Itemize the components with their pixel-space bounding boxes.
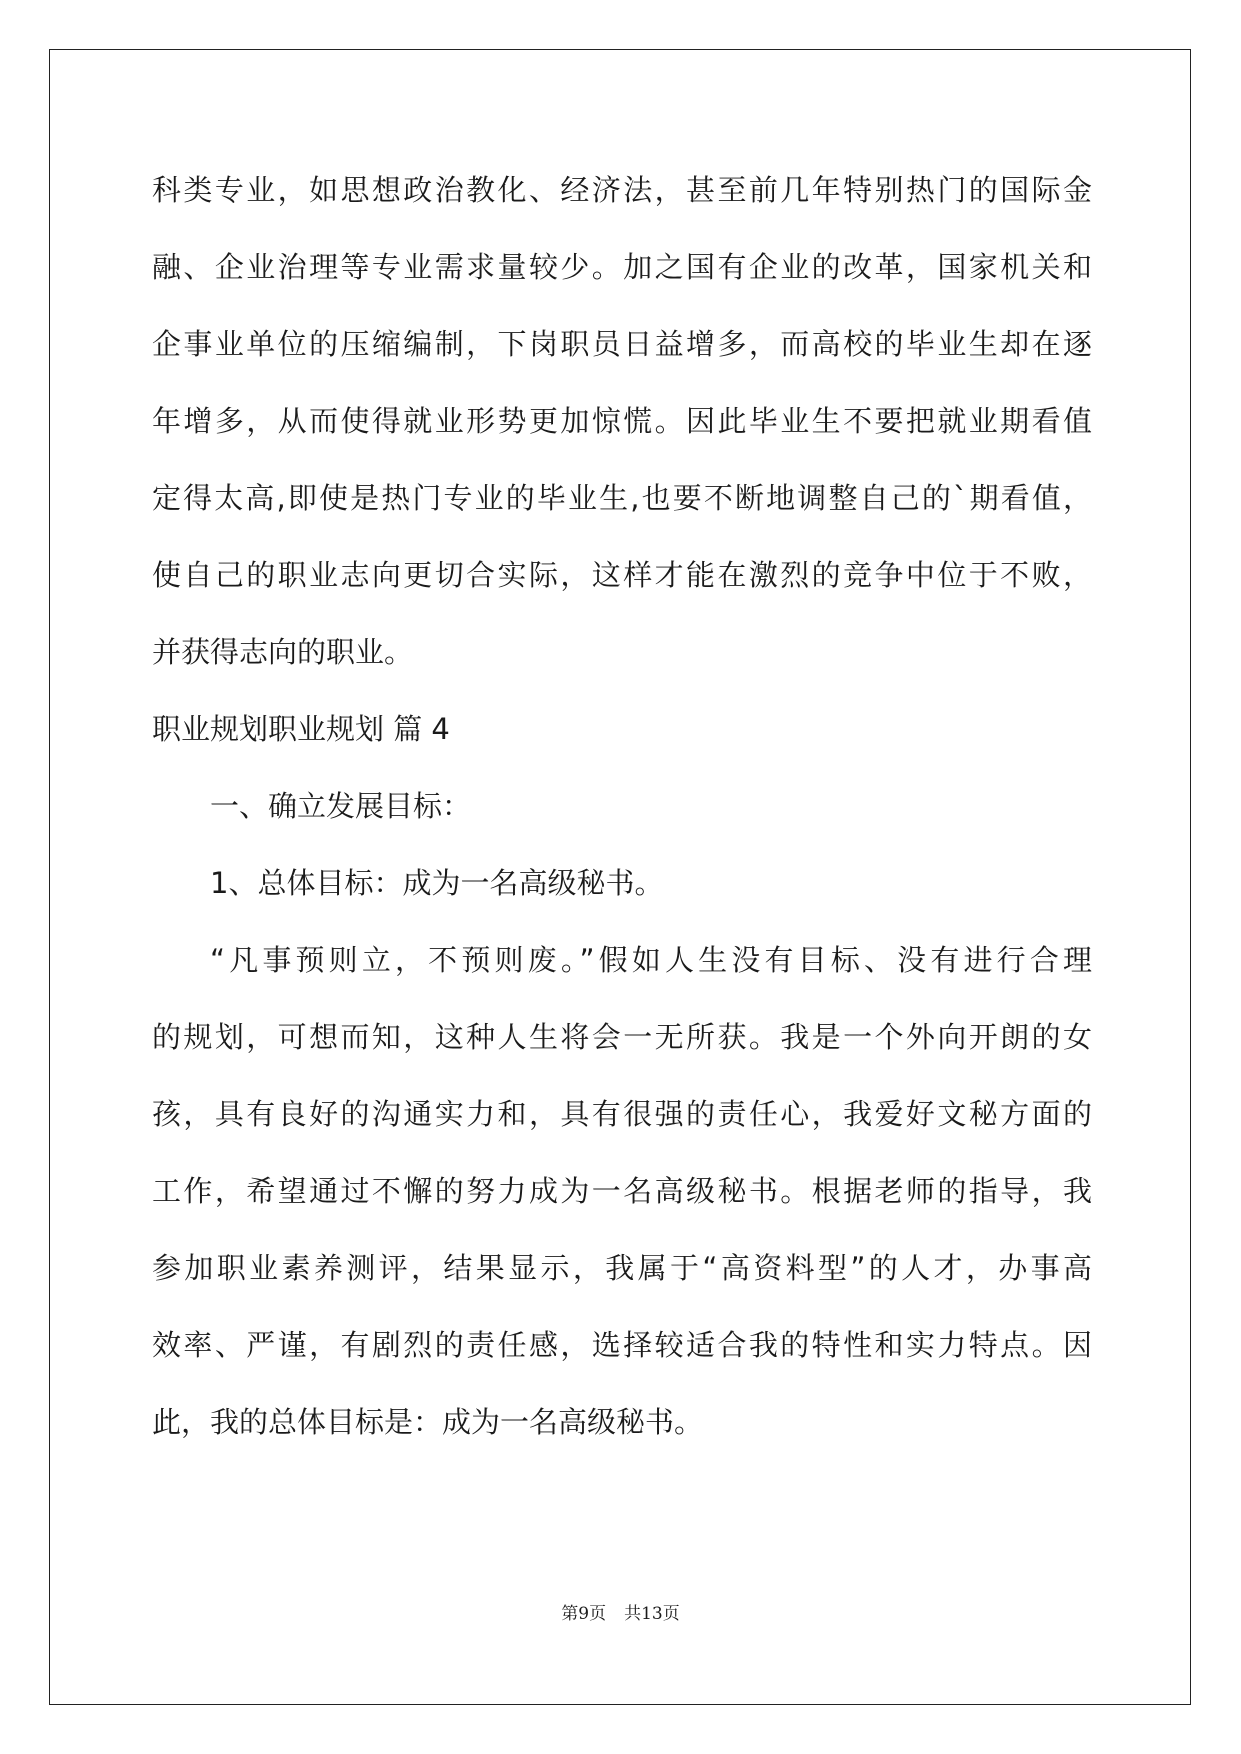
section-title: 职业规划职业规划 篇 4 xyxy=(152,712,450,746)
page-footer xyxy=(0,1602,1241,1626)
heading-overall-goal: 1、总体目标：成为一名高级秘书。 xyxy=(210,866,664,900)
body-line: 工作，希望通过不懈的努力成为一名高级秘书。根据老师的指导，我 xyxy=(152,1174,1092,1208)
body-line: 此，我的总体目标是：成为一名高级秘书。 xyxy=(152,1405,704,1439)
body-line: 效率、严谨，有剧烈的责任感，选择较适合我的特性和实力特点。因 xyxy=(152,1328,1092,1362)
body-line: 参加职业素养测评，结果显示，我属于“高资料型”的人才，办事高 xyxy=(152,1251,1092,1285)
body-line: 融、企业治理等专业需求量较少。加之国有企业的改革，国家机关和 xyxy=(152,250,1092,284)
body-line: 年增多，从而使得就业形势更加惊慌。因此毕业生不要把就业期看值 xyxy=(152,404,1092,438)
body-line: 的规划，可想而知，这种人生将会一无所获。我是一个外向开朗的女 xyxy=(152,1020,1092,1054)
body-line: 定得太高,即使是热门专业的毕业生,也要不断地调整自己的`期看值， xyxy=(152,481,1092,515)
body-line: 使自己的职业志向更切合实际，这样才能在激烈的竞争中位于不败， xyxy=(152,558,1092,592)
body-line: “凡事预则立，不预则废。”假如人生没有目标、没有进行合理 xyxy=(210,943,1092,977)
body-line: 孩，具有良好的沟通实力和，具有很强的责任心，我爱好文秘方面的 xyxy=(152,1097,1092,1131)
body-line: 科类专业，如思想政治教化、经济法，甚至前几年特别热门的国际金 xyxy=(152,173,1092,207)
page-number: 第9页 xyxy=(561,1604,607,1624)
body-line: 并获得志向的职业。 xyxy=(152,635,414,669)
body-line: 企事业单位的压缩编制，下岗职员日益增多，而高校的毕业生却在逐 xyxy=(152,327,1092,361)
heading-goal: 一、确立发展目标： xyxy=(210,789,472,823)
page-total: 共13页 xyxy=(624,1604,680,1624)
